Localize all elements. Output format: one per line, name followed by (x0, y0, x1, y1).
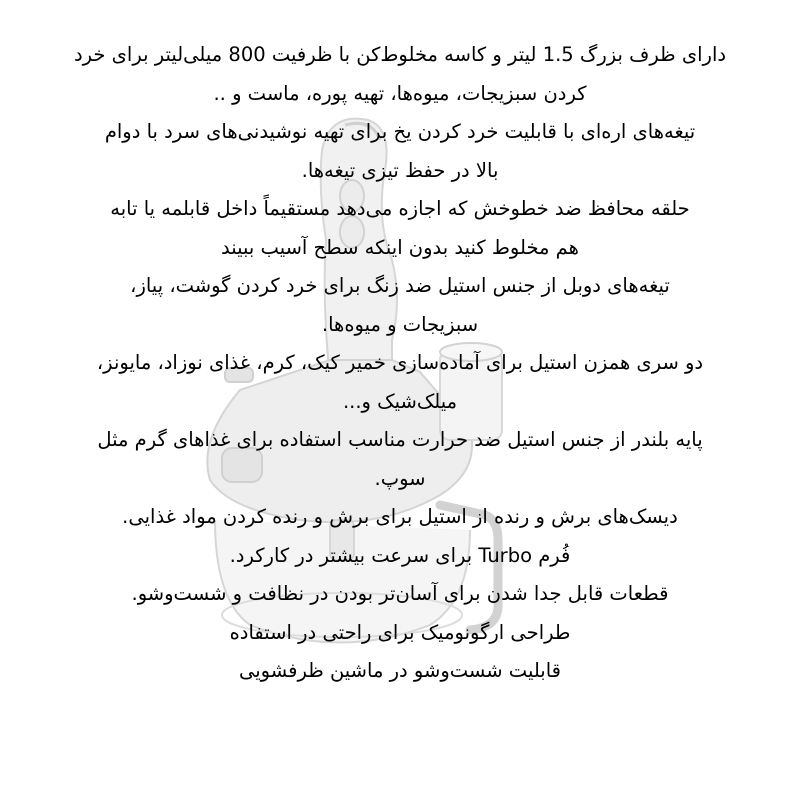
feature-3-line-2: هم مخلوط کنید بدون اینکه سطح آسیب ببیند (221, 235, 579, 259)
feature-4-line-2: سبزیجات و میوه‌ها. (321, 312, 479, 336)
feature-5-line-2: میلک‌شیک و... (342, 389, 458, 413)
feature-2-line-2: بالا در حفظ تیزی تیغه‌ها. (301, 158, 499, 182)
feature-6-line-2: سوپ. (374, 466, 426, 490)
feature-4-line-1: تیغه‌های دوبل از جنس استیل ضد زنگ برای خرد کردن گوشت، پیاز، (130, 274, 670, 297)
feature-5-line-1: دو سری همزن استیل برای آماده‌سازی خمیر کیک، کرم، غذای نوزاد، مایونز، (96, 351, 704, 374)
feature-10: طراحی ارگونومیک برای راحتی در استفاده (229, 620, 571, 644)
feature-1-line-1: دارای ظرف بزرگ 1.5 لیتر و کاسه مخلوط‌کن با ظرفیت 800 میلی‌لیتر برای خرد (73, 43, 727, 66)
feature-6-line-1: پایه بلندر از جنس استیل ضد حرارت مناسب استفاده برای غذاهای گرم مثل (97, 428, 703, 451)
feature-2-line-1: تیغه‌های اره‌ای با قابلیت خرد کردن یخ برای تهیه نوشیدنی‌های سرد با دوام (104, 120, 696, 143)
feature-8: فُرم Turbo برای سرعت بیشتر در کارکرد. (229, 543, 571, 567)
feature-7: دیسک‌های برش و رنده از استیل برای برش و رنده کردن مواد غذایی. (122, 505, 678, 528)
feature-9: قطعات قابل جدا شدن برای آسان‌تر بودن در نظافت و شست‌وشو. (131, 582, 669, 605)
feature-list (40, 36, 760, 691)
feature-11: قابلیت شست‌وشو در ماشین ظرفشویی (239, 659, 561, 682)
feature-3-line-1: حلقه محافظ ضد خطوخش که اجازه می‌دهد مستقیماً داخل قابلمه یا تابه (110, 197, 690, 220)
feature-1-line-2: کردن سبزیجات، میوه‌ها، تهیه پوره، ماست و .. (213, 81, 587, 105)
